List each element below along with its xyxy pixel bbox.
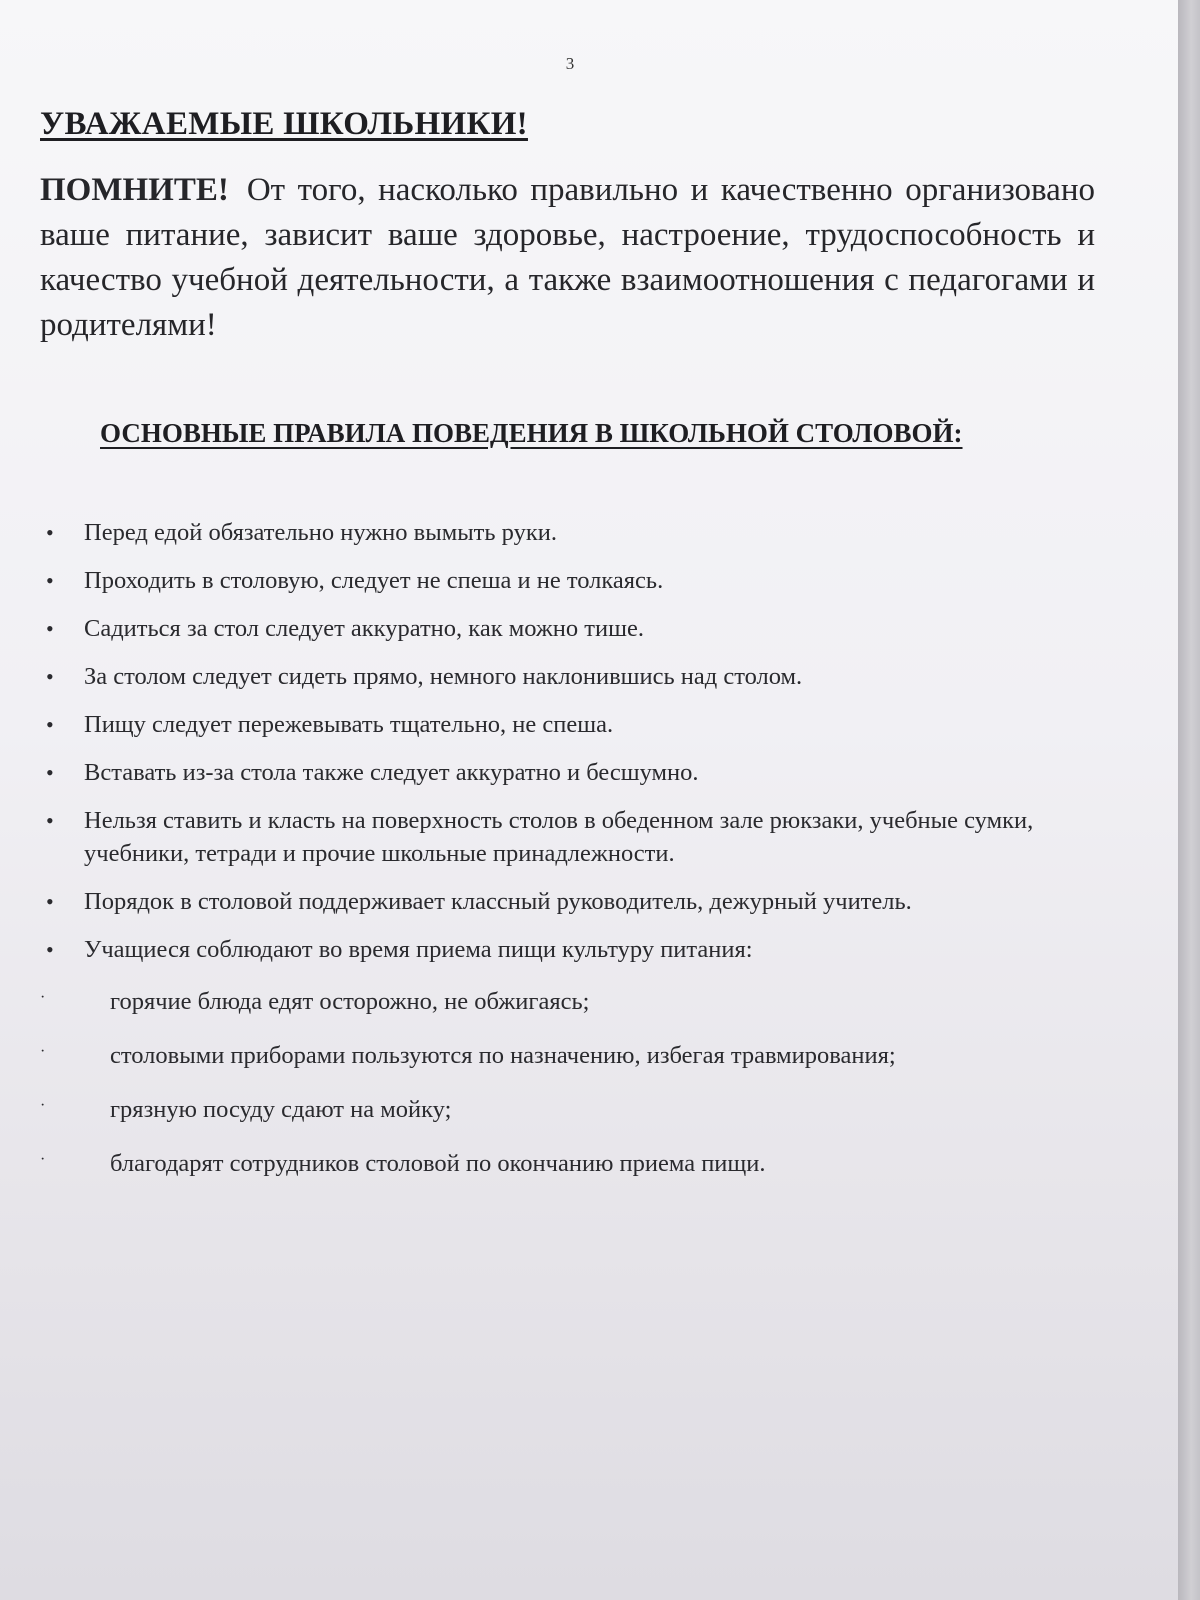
rules-list [40,516,1100,981]
dot-bullet-icon: · [40,1151,46,1168]
rule-item [40,885,1100,918]
intro-text: От того, насколько правильно и качественно организовано ваше питание, зависит ваше здоровье, настроение, трудоспособность и качество учебной деятельности, а также взаимоотношения с педагогами и родителями! [40,172,1095,343]
sub-rule-text: благодарят сотрудников столовой по окончанию приема пищи. [110,1150,766,1177]
sub-rule-item [40,1039,1100,1072]
rule-text: За столом следует сидеть прямо, немного наклонившись над столом. [84,663,803,690]
sub-rule-text: горячие блюда едят осторожно, не обжигаясь; [110,988,590,1015]
remember-label: ПОМНИТЕ! [40,172,229,208]
dot-bullet-icon: · [40,989,46,1006]
rule-item [40,804,1100,870]
sub-rules-list [40,985,1100,1201]
rule-text: Порядок в столовой поддерживает классный руководитель, дежурный учитель. [84,888,912,915]
rule-text: Проходить в столовую, следует не спеша и не толкаясь. [84,567,664,594]
rule-item [40,756,1100,789]
dot-bullet-icon: · [40,1097,46,1114]
rule-text: Садиться за стол следует аккуратно, как можно тише. [84,615,644,642]
intro-paragraph [40,168,1095,348]
sub-rule-text: грязную посуду сдают на мойку; [110,1096,452,1123]
bullet-icon: • [46,616,54,641]
bullet-icon: • [46,664,54,689]
rule-text: Нельзя ставить и класть на поверхность столов в обеденном зале рюкзаки, учебные сумки, учебники, тетради и прочие школьные принадлежности. [84,807,1034,867]
greeting-heading: УВАЖАЕМЫЕ ШКОЛЬНИКИ! [40,106,528,142]
rule-item [40,660,1100,693]
dot-bullet-icon: · [40,1043,46,1060]
rule-text: Вставать из-за стола также следует аккуратно и бесшумно. [84,759,699,786]
rule-item [40,516,1100,549]
table-edge [1178,0,1200,1600]
rule-text: Пищу следует пережевывать тщательно, не спеша. [84,711,614,738]
bullet-icon: • [46,808,54,833]
bullet-icon: • [46,568,54,593]
rule-text: Перед едой обязательно нужно вымыть руки. [84,519,557,546]
bullet-icon: • [46,760,54,785]
sub-rule-item [40,1147,1100,1180]
bullet-icon: • [46,889,54,914]
rule-item [40,612,1100,645]
bullet-icon: • [46,937,54,962]
rule-text: Учащиеся соблюдают во время приема пищи культуру питания: [84,936,753,963]
rule-item [40,564,1100,597]
bullet-icon: • [46,520,54,545]
rule-item [40,933,1100,966]
rule-item [40,708,1100,741]
page-number: 3 [565,54,575,73]
sub-rule-item [40,985,1100,1018]
bullet-icon: • [46,712,54,737]
rules-title: ОСНОВНЫЕ ПРАВИЛА ПОВЕДЕНИЯ В ШКОЛЬНОЙ СТОЛОВОЙ: [100,418,963,448]
sub-rule-item [40,1093,1100,1126]
sub-rule-text: столовыми приборами пользуются по назначению, избегая травмирования; [110,1042,896,1069]
